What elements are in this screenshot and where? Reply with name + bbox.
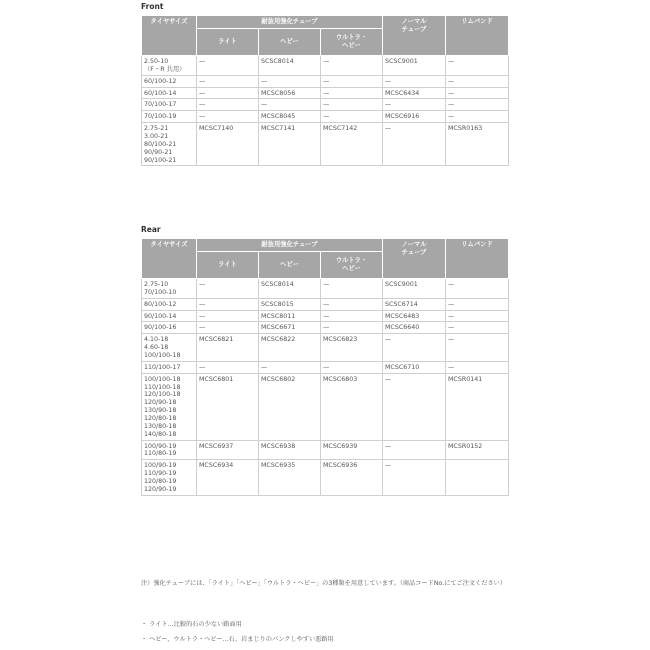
table-row [142,99,509,111]
normal-tube-cell: — [383,123,446,166]
header-ultra-heavy: ウルトラ・ ヘビー [321,29,383,56]
ultra-heavy-tube-cell: — [321,298,383,310]
ultra-heavy-tube-cell: — [321,56,383,76]
heavy-tube-cell: — [259,99,321,111]
tire-size-cell: 100/90-19 110/80-19 [142,440,197,460]
light-tube-cell: — [197,75,259,87]
rim-band-cell: MCSR0163 [446,123,509,166]
header-reinforced-tube: 耐抜用強化チューブ [197,16,383,29]
normal-tube-cell: SCSC9001 [383,279,446,299]
tire-size-cell: 2.50-10 （F・R 共用） [142,56,197,76]
reinforced-tube-note: 注）強化チューブには、「ライト」「ヘビー」「ウルトラ・ヘビー」の3種類を用意しています。（商品コードNo.にてご注文ください） [141,580,507,587]
light-tube-cell: MCSC6934 [197,460,259,495]
tire-size-cell: 2.75-10 70/100-10 [142,279,197,299]
table-row [142,460,509,495]
front-table-body [142,56,509,166]
tire-size-cell: 2.75-21 3.00-21 80/100-21 90/90-21 90/100-21 [142,123,197,166]
table-row [142,298,509,310]
header-light: ライト [197,29,259,56]
header-normal-tube: ノーマル チューブ [383,16,446,56]
light-tube-cell: — [197,322,259,334]
ultra-heavy-tube-cell: — [321,111,383,123]
normal-tube-cell: — [383,75,446,87]
light-tube-cell: — [197,298,259,310]
rim-band-cell: — [446,279,509,299]
note-bullet-light: ・ ライト…比較的石の少ない路面用 [141,621,242,628]
normal-tube-cell: — [383,373,446,440]
rim-band-cell: MCSR0152 [446,440,509,460]
ultra-heavy-tube-cell: — [321,99,383,111]
heavy-tube-cell: MCSC8045 [259,111,321,123]
front-tube-table [141,15,509,166]
tire-size-cell: 70/100-17 [142,99,197,111]
rear-table-body [142,279,509,496]
tire-size-cell: 80/100-12 [142,298,197,310]
header-ultra-heavy: ウルトラ・ ヘビー [321,252,383,279]
rim-band-cell: — [446,361,509,373]
ultra-heavy-tube-cell: — [321,279,383,299]
header-tire-size: タイヤサイズ [142,239,197,279]
light-tube-cell: — [197,56,259,76]
light-tube-cell: — [197,310,259,322]
table-row [142,440,509,460]
ultra-heavy-tube-cell: — [321,75,383,87]
light-tube-cell: MCSC7140 [197,123,259,166]
header-heavy: ヘビー [259,252,321,279]
heavy-tube-cell: MCSC8056 [259,87,321,99]
normal-tube-cell: MCSC6434 [383,87,446,99]
ultra-heavy-tube-cell: — [321,310,383,322]
heavy-tube-cell: MCSC6671 [259,322,321,334]
table-row [142,87,509,99]
rim-band-cell: — [446,310,509,322]
normal-tube-cell: — [383,334,446,362]
table-row [142,279,509,299]
table-row [142,322,509,334]
light-tube-cell: — [197,99,259,111]
ultra-heavy-tube-cell: MCSC6939 [321,440,383,460]
rim-band-cell [446,460,509,495]
normal-tube-cell: — [383,99,446,111]
ultra-heavy-tube-cell: MCSC6936 [321,460,383,495]
table-row [142,123,509,166]
normal-tube-cell: SCSC9001 [383,56,446,76]
rear-tube-table [141,238,509,496]
tire-size-cell: 110/100-17 [142,361,197,373]
table-row [142,111,509,123]
heavy-tube-cell: MCSC6938 [259,440,321,460]
light-tube-cell: MCSC6801 [197,373,259,440]
header-rim-band: リムバンド [446,16,509,56]
header-heavy: ヘビー [259,29,321,56]
rim-band-cell: — [446,75,509,87]
normal-tube-cell: MCSC6640 [383,322,446,334]
rim-band-cell: — [446,334,509,362]
header-reinforced-tube: 耐抜用強化チューブ [197,239,383,252]
heavy-tube-cell: MCSC6935 [259,460,321,495]
tire-size-cell: 60/100-12 [142,75,197,87]
normal-tube-cell: MCSC6483 [383,310,446,322]
header-rim-band: リムバンド [446,239,509,279]
light-tube-cell: — [197,111,259,123]
heavy-tube-cell: MCSC6802 [259,373,321,440]
ultra-heavy-tube-cell: MCSC7142 [321,123,383,166]
light-tube-cell: — [197,279,259,299]
tire-size-cell: 100/90-19 110/90-19 120/80-19 120/90-19 [142,460,197,495]
front-section-title: Front [141,2,164,11]
rim-band-cell: — [446,87,509,99]
heavy-tube-cell: — [259,361,321,373]
rim-band-cell: — [446,56,509,76]
heavy-tube-cell: MCSC8011 [259,310,321,322]
heavy-tube-cell: SCSC8015 [259,298,321,310]
header-light: ライト [197,252,259,279]
rim-band-cell: MCSR0141 [446,373,509,440]
rim-band-cell: — [446,99,509,111]
normal-tube-cell: SCSC6714 [383,298,446,310]
tire-size-cell: 4.10-18 4.60-18 100/100-18 [142,334,197,362]
ultra-heavy-tube-cell: — [321,361,383,373]
rim-band-cell: — [446,111,509,123]
table-row [142,334,509,362]
heavy-tube-cell: SCSC8014 [259,279,321,299]
light-tube-cell: MCSC6937 [197,440,259,460]
normal-tube-cell: MCSC6916 [383,111,446,123]
normal-tube-cell: — [383,460,446,495]
ultra-heavy-tube-cell: MCSC6803 [321,373,383,440]
rim-band-cell: — [446,298,509,310]
normal-tube-cell: — [383,440,446,460]
rim-band-cell: — [446,322,509,334]
table-row [142,361,509,373]
ultra-heavy-tube-cell: — [321,87,383,99]
header-normal-tube: ノーマル チューブ [383,239,446,279]
heavy-tube-cell: MCSC6822 [259,334,321,362]
heavy-tube-cell: MCSC7141 [259,123,321,166]
tire-size-cell: 100/100-18 110/100-18 120/100-18 120/90-18 130/90-18 120/80-18 130/80-18 140/80-18 [142,373,197,440]
note-bullet-heavy: ・ ヘビー、ウルトラ・ヘビー…石、岩まじりのパンクしやすい悪路用 [141,636,334,643]
tire-size-cell: 60/100-14 [142,87,197,99]
heavy-tube-cell: — [259,75,321,87]
table-row [142,75,509,87]
normal-tube-cell: MCSC6710 [383,361,446,373]
ultra-heavy-tube-cell: MCSC6823 [321,334,383,362]
table-row [142,373,509,440]
light-tube-cell: — [197,361,259,373]
tire-size-cell: 70/100-19 [142,111,197,123]
light-tube-cell: — [197,87,259,99]
table-row [142,310,509,322]
header-tire-size: タイヤサイズ [142,16,197,56]
light-tube-cell: MCSC6821 [197,334,259,362]
tire-size-cell: 90/100-14 [142,310,197,322]
table-row [142,56,509,76]
tire-size-cell: 90/100-16 [142,322,197,334]
ultra-heavy-tube-cell: — [321,322,383,334]
heavy-tube-cell: SCSC8014 [259,56,321,76]
rear-section-title: Rear [141,225,161,234]
